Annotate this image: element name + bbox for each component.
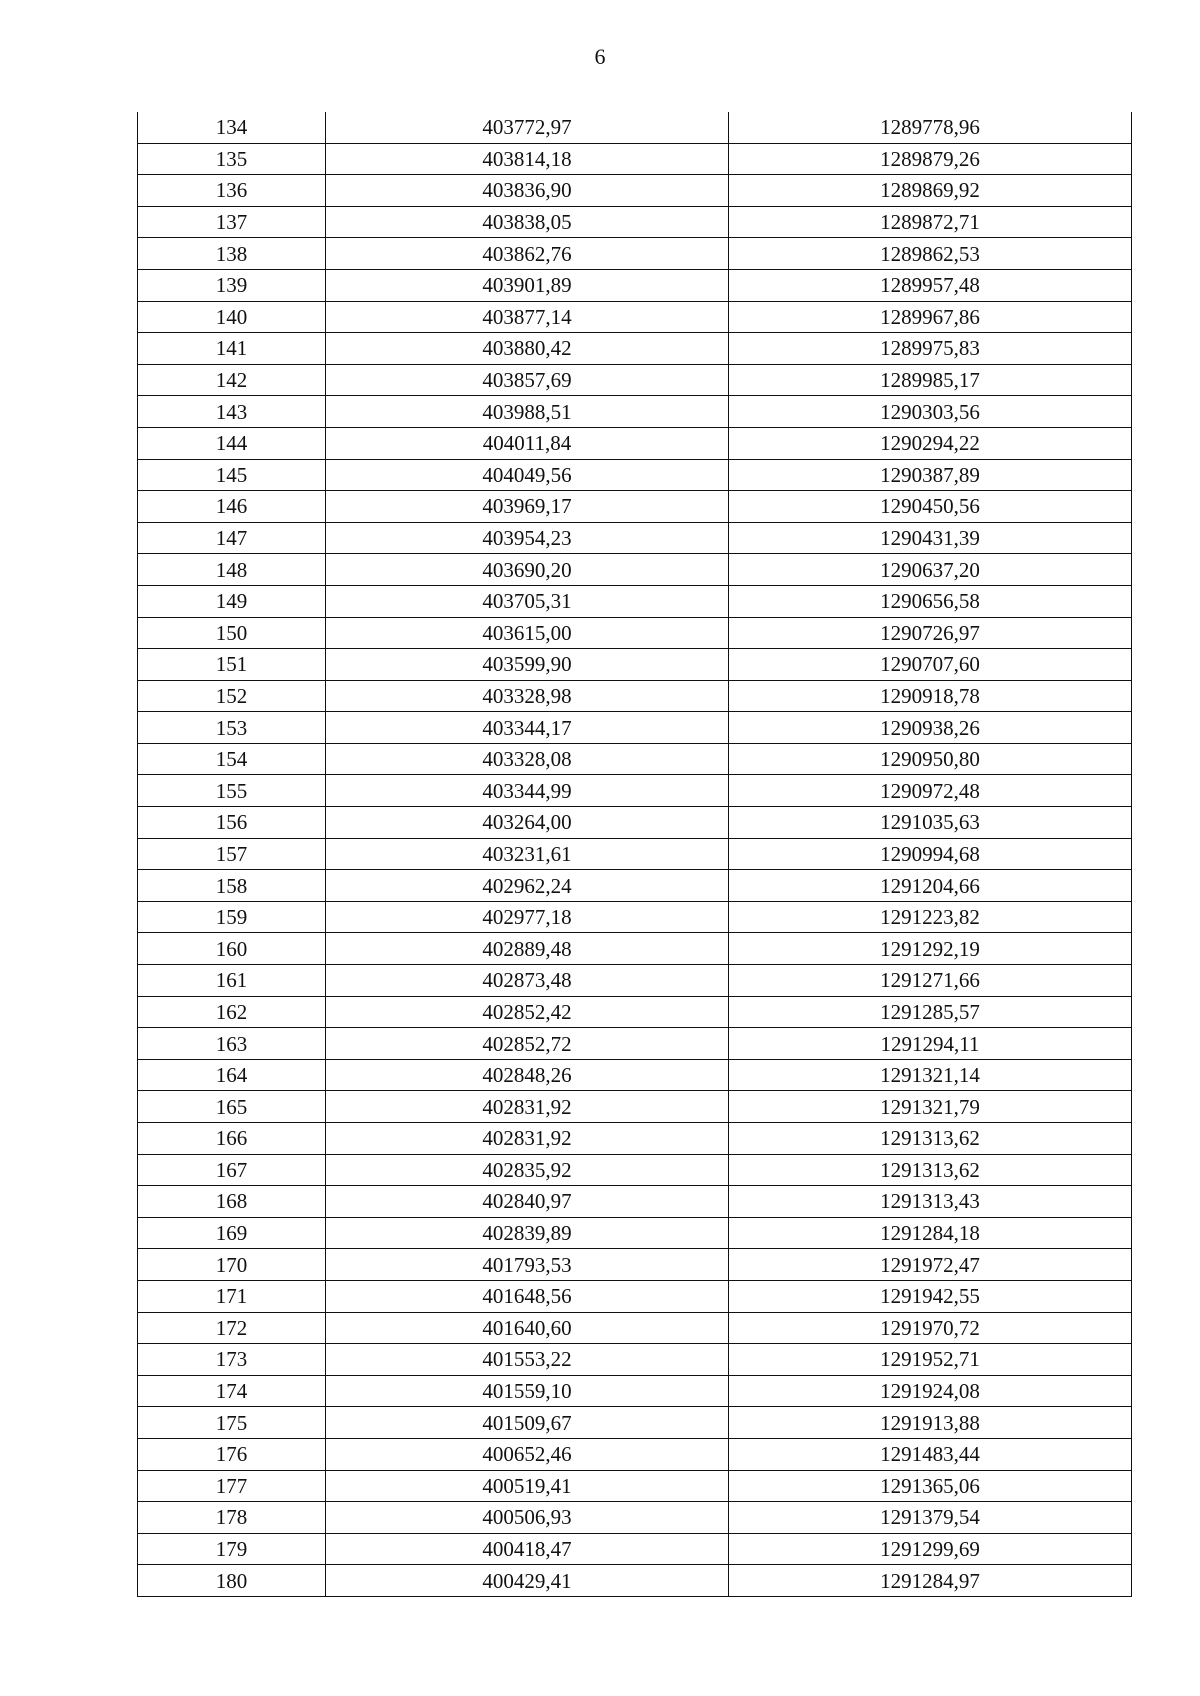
point-number-cell: 147 [138, 522, 326, 554]
x-coordinate-cell: 403988,51 [326, 396, 729, 428]
table-row [138, 1091, 1132, 1123]
point-number-cell: 145 [138, 459, 326, 491]
point-number-cell: 161 [138, 965, 326, 997]
point-number-cell: 169 [138, 1217, 326, 1249]
point-number-cell: 176 [138, 1438, 326, 1470]
x-coordinate-cell: 403836,90 [326, 175, 729, 207]
table-row [138, 870, 1132, 902]
point-number-cell: 164 [138, 1059, 326, 1091]
x-coordinate-cell: 402831,92 [326, 1123, 729, 1155]
table-row [138, 1154, 1132, 1186]
table-row [138, 933, 1132, 965]
point-number-cell: 174 [138, 1375, 326, 1407]
table-row [138, 1565, 1132, 1597]
point-number-cell: 165 [138, 1091, 326, 1123]
x-coordinate-cell: 400652,46 [326, 1438, 729, 1470]
table-row [138, 301, 1132, 333]
point-number-cell: 172 [138, 1312, 326, 1344]
x-coordinate-cell: 404011,84 [326, 427, 729, 459]
point-number-cell: 142 [138, 364, 326, 396]
x-coordinate-cell: 402977,18 [326, 901, 729, 933]
x-coordinate-cell: 401509,67 [326, 1407, 729, 1439]
point-number-cell: 158 [138, 870, 326, 902]
point-number-cell: 134 [138, 112, 326, 143]
x-coordinate-cell: 403231,61 [326, 838, 729, 870]
table-row [138, 1344, 1132, 1376]
table-row [138, 996, 1132, 1028]
table-row [138, 1123, 1132, 1155]
y-coordinate-cell: 1290431,39 [729, 522, 1132, 554]
point-number-cell: 151 [138, 649, 326, 681]
x-coordinate-cell: 402889,48 [326, 933, 729, 965]
y-coordinate-cell: 1290303,56 [729, 396, 1132, 428]
point-number-cell: 162 [138, 996, 326, 1028]
x-coordinate-cell: 403328,98 [326, 680, 729, 712]
point-number-cell: 150 [138, 617, 326, 649]
x-coordinate-cell: 403328,08 [326, 743, 729, 775]
table-row [138, 743, 1132, 775]
table-row [138, 1533, 1132, 1565]
y-coordinate-cell: 1290950,80 [729, 743, 1132, 775]
x-coordinate-cell: 400418,47 [326, 1533, 729, 1565]
y-coordinate-cell: 1290707,60 [729, 649, 1132, 681]
y-coordinate-cell: 1291483,44 [729, 1438, 1132, 1470]
y-coordinate-cell: 1291299,69 [729, 1533, 1132, 1565]
y-coordinate-cell: 1291313,62 [729, 1123, 1132, 1155]
point-number-cell: 143 [138, 396, 326, 428]
table-row [138, 459, 1132, 491]
x-coordinate-cell: 401559,10 [326, 1375, 729, 1407]
point-number-cell: 179 [138, 1533, 326, 1565]
point-number-cell: 153 [138, 712, 326, 744]
table-row [138, 1375, 1132, 1407]
point-number-cell: 141 [138, 333, 326, 365]
point-number-cell: 163 [138, 1028, 326, 1060]
point-number-cell: 159 [138, 901, 326, 933]
x-coordinate-cell: 403969,17 [326, 491, 729, 523]
x-coordinate-cell: 403954,23 [326, 522, 729, 554]
y-coordinate-cell: 1290726,97 [729, 617, 1132, 649]
x-coordinate-cell: 402852,72 [326, 1028, 729, 1060]
y-coordinate-cell: 1291285,57 [729, 996, 1132, 1028]
table-row [138, 269, 1132, 301]
y-coordinate-cell: 1291913,88 [729, 1407, 1132, 1439]
y-coordinate-cell: 1290450,56 [729, 491, 1132, 523]
point-number-cell: 136 [138, 175, 326, 207]
x-coordinate-cell: 403344,17 [326, 712, 729, 744]
point-number-cell: 178 [138, 1502, 326, 1534]
point-number-cell: 144 [138, 427, 326, 459]
point-number-cell: 167 [138, 1154, 326, 1186]
table-row [138, 649, 1132, 681]
x-coordinate-cell: 403814,18 [326, 143, 729, 175]
x-coordinate-cell: 403838,05 [326, 206, 729, 238]
x-coordinate-cell: 402848,26 [326, 1059, 729, 1091]
x-coordinate-cell: 403615,00 [326, 617, 729, 649]
y-coordinate-cell: 1291365,06 [729, 1470, 1132, 1502]
x-coordinate-cell: 400519,41 [326, 1470, 729, 1502]
table-row [138, 775, 1132, 807]
x-coordinate-cell: 400429,41 [326, 1565, 729, 1597]
x-coordinate-cell: 403880,42 [326, 333, 729, 365]
table-row [138, 585, 1132, 617]
y-coordinate-cell: 1290918,78 [729, 680, 1132, 712]
table-row [138, 1502, 1132, 1534]
y-coordinate-cell: 1289862,53 [729, 238, 1132, 270]
y-coordinate-cell: 1290938,26 [729, 712, 1132, 744]
table-row [138, 1470, 1132, 1502]
table-row [138, 175, 1132, 207]
y-coordinate-cell: 1289872,71 [729, 206, 1132, 238]
y-coordinate-cell: 1291321,14 [729, 1059, 1132, 1091]
table-row [138, 238, 1132, 270]
y-coordinate-cell: 1289869,92 [729, 175, 1132, 207]
point-number-cell: 180 [138, 1565, 326, 1597]
table-row [138, 1028, 1132, 1060]
y-coordinate-cell: 1291321,79 [729, 1091, 1132, 1123]
x-coordinate-cell: 403264,00 [326, 807, 729, 839]
table-row [138, 1407, 1132, 1439]
table-row [138, 522, 1132, 554]
y-coordinate-cell: 1291972,47 [729, 1249, 1132, 1281]
x-coordinate-cell: 404049,56 [326, 459, 729, 491]
table-row [138, 364, 1132, 396]
table-row [138, 680, 1132, 712]
table-row [138, 112, 1132, 143]
y-coordinate-cell: 1291379,54 [729, 1502, 1132, 1534]
point-number-cell: 139 [138, 269, 326, 301]
x-coordinate-cell: 403877,14 [326, 301, 729, 333]
table-row [138, 1312, 1132, 1344]
x-coordinate-cell: 402831,92 [326, 1091, 729, 1123]
x-coordinate-cell: 403599,90 [326, 649, 729, 681]
x-coordinate-cell: 403344,99 [326, 775, 729, 807]
table-row [138, 554, 1132, 586]
x-coordinate-cell: 403772,97 [326, 112, 729, 143]
x-coordinate-cell: 403705,31 [326, 585, 729, 617]
point-number-cell: 160 [138, 933, 326, 965]
x-coordinate-cell: 400506,93 [326, 1502, 729, 1534]
x-coordinate-cell: 401553,22 [326, 1344, 729, 1376]
x-coordinate-cell: 401648,56 [326, 1280, 729, 1312]
table-row [138, 1280, 1132, 1312]
y-coordinate-cell: 1289985,17 [729, 364, 1132, 396]
y-coordinate-cell: 1291924,08 [729, 1375, 1132, 1407]
point-number-cell: 152 [138, 680, 326, 712]
table-row [138, 1217, 1132, 1249]
y-coordinate-cell: 1291035,63 [729, 807, 1132, 839]
y-coordinate-cell: 1289778,96 [729, 112, 1132, 143]
table-row [138, 206, 1132, 238]
table-row [138, 396, 1132, 428]
y-coordinate-cell: 1290656,58 [729, 585, 1132, 617]
y-coordinate-cell: 1289975,83 [729, 333, 1132, 365]
y-coordinate-cell: 1291204,66 [729, 870, 1132, 902]
x-coordinate-cell: 401793,53 [326, 1249, 729, 1281]
x-coordinate-cell: 402873,48 [326, 965, 729, 997]
point-number-cell: 138 [138, 238, 326, 270]
table-row [138, 901, 1132, 933]
y-coordinate-cell: 1291942,55 [729, 1280, 1132, 1312]
x-coordinate-cell: 403690,20 [326, 554, 729, 586]
table-row [138, 1438, 1132, 1470]
y-coordinate-cell: 1290972,48 [729, 775, 1132, 807]
point-number-cell: 177 [138, 1470, 326, 1502]
table-row [138, 143, 1132, 175]
point-number-cell: 170 [138, 1249, 326, 1281]
y-coordinate-cell: 1290387,89 [729, 459, 1132, 491]
x-coordinate-cell: 401640,60 [326, 1312, 729, 1344]
point-number-cell: 154 [138, 743, 326, 775]
y-coordinate-cell: 1291313,43 [729, 1186, 1132, 1218]
x-coordinate-cell: 402852,42 [326, 996, 729, 1028]
y-coordinate-cell: 1289879,26 [729, 143, 1132, 175]
y-coordinate-cell: 1289957,48 [729, 269, 1132, 301]
y-coordinate-cell: 1291284,97 [729, 1565, 1132, 1597]
point-number-cell: 146 [138, 491, 326, 523]
table-row [138, 1059, 1132, 1091]
y-coordinate-cell: 1291313,62 [729, 1154, 1132, 1186]
point-number-cell: 137 [138, 206, 326, 238]
point-number-cell: 171 [138, 1280, 326, 1312]
point-number-cell: 173 [138, 1344, 326, 1376]
y-coordinate-cell: 1290294,22 [729, 427, 1132, 459]
x-coordinate-cell: 402840,97 [326, 1186, 729, 1218]
x-coordinate-cell: 402835,92 [326, 1154, 729, 1186]
table-row [138, 617, 1132, 649]
y-coordinate-cell: 1290994,68 [729, 838, 1132, 870]
coordinates-table-body [138, 112, 1132, 1596]
point-number-cell: 156 [138, 807, 326, 839]
point-number-cell: 140 [138, 301, 326, 333]
y-coordinate-cell: 1291271,66 [729, 965, 1132, 997]
table-row [138, 1186, 1132, 1218]
x-coordinate-cell: 403857,69 [326, 364, 729, 396]
y-coordinate-cell: 1289967,86 [729, 301, 1132, 333]
point-number-cell: 148 [138, 554, 326, 586]
table-row [138, 333, 1132, 365]
point-number-cell: 135 [138, 143, 326, 175]
point-number-cell: 149 [138, 585, 326, 617]
point-number-cell: 175 [138, 1407, 326, 1439]
table-row [138, 807, 1132, 839]
table-row [138, 712, 1132, 744]
page-number: 6 [594, 44, 606, 69]
x-coordinate-cell: 403901,89 [326, 269, 729, 301]
y-coordinate-cell: 1291292,19 [729, 933, 1132, 965]
x-coordinate-cell: 402839,89 [326, 1217, 729, 1249]
point-number-cell: 168 [138, 1186, 326, 1218]
y-coordinate-cell: 1291970,72 [729, 1312, 1132, 1344]
y-coordinate-cell: 1291223,82 [729, 901, 1132, 933]
point-number-cell: 166 [138, 1123, 326, 1155]
point-number-cell: 157 [138, 838, 326, 870]
table-row [138, 838, 1132, 870]
point-number-cell: 155 [138, 775, 326, 807]
table-row [138, 491, 1132, 523]
table-row [138, 427, 1132, 459]
x-coordinate-cell: 402962,24 [326, 870, 729, 902]
table-row [138, 965, 1132, 997]
y-coordinate-cell: 1291284,18 [729, 1217, 1132, 1249]
x-coordinate-cell: 403862,76 [326, 238, 729, 270]
coordinates-table [137, 112, 1132, 1597]
y-coordinate-cell: 1291294,11 [729, 1028, 1132, 1060]
y-coordinate-cell: 1290637,20 [729, 554, 1132, 586]
y-coordinate-cell: 1291952,71 [729, 1344, 1132, 1376]
table-row [138, 1249, 1132, 1281]
